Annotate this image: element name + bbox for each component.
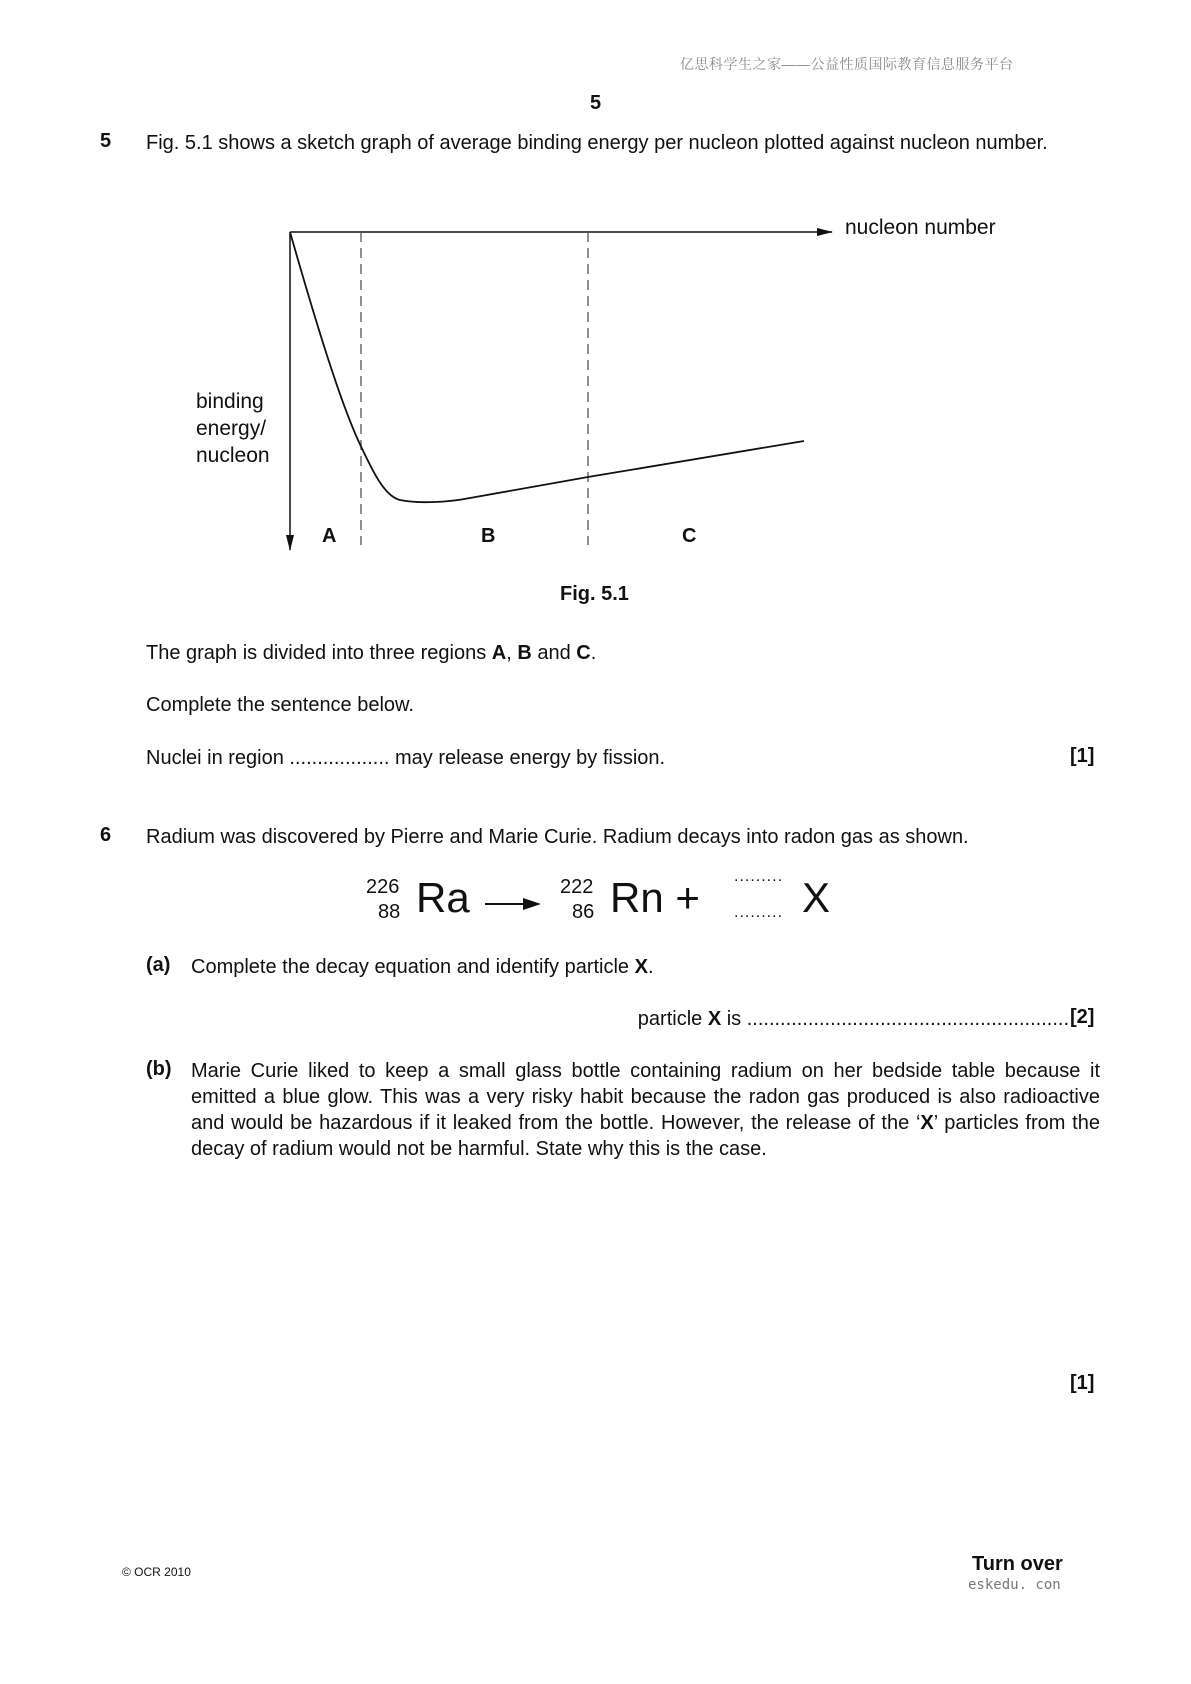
decay-equation [360,868,840,948]
part-b-text-post: ’ particles from the decay of radium would not be harmful. State why this is the case. [191,1112,1100,1160]
y-axis-label-line2: energy/ [196,417,267,440]
particle-x-answer-line[interactable] [583,1006,1069,1032]
question-5-marks: [1] [1070,745,1095,767]
regions-end: . [590,642,597,664]
question-5-instruction: Complete the sentence below. [146,694,414,716]
part-a-label: (a) [146,954,171,976]
question-5-number: 5 [100,130,112,152]
y-axis-label-line1: binding [196,390,264,413]
answer-x: X [707,1008,722,1030]
question-6-intro: Radium was discovered by Pierre and Marie Curie. Radium decays into radon gas as shown. [146,826,969,848]
x-axis-label: nucleon number [845,216,996,239]
reaction-arrow [485,896,545,912]
binding-energy-curve [290,232,804,502]
part-a-x: X [634,956,648,978]
x-mass-number-blank[interactable]: ......... [734,868,784,885]
region-a-label: A [322,525,337,547]
radon-atomic-number: 86 [572,901,595,923]
y-axis-label-line3: nucleon [196,444,270,467]
regions-text-pre: The graph is divided into three regions [146,642,492,664]
regions-sep1: , [506,642,518,664]
page-number: 5 [589,92,602,114]
part-a-question [191,954,654,980]
question-6-number: 6 [100,824,112,846]
fission-answer-line: Nuclei in region .................. may release energy by fission. [146,747,666,769]
binding-energy-graph [0,200,1191,560]
question-5-intro: Fig. 5.1 shows a sketch graph of average binding energy per nucleon plotted against nucleon number. [146,132,1048,154]
radium-mass-number: 226 [366,876,400,898]
region-a-ref: A [491,642,507,664]
figure-caption: Fig. 5.1 [560,583,629,605]
radium-symbol: Ra [416,874,470,921]
region-b-label: B [481,525,496,547]
radon-mass-number: 222 [560,876,594,898]
copyright: © OCR 2010 [122,1565,191,1579]
radium-atomic-number: 88 [378,901,401,923]
turn-over: Turn over [972,1553,1063,1575]
part-b-text-pre: Marie Curie liked to keep a small glass bottle containing radium on her bedside table because it emitted a blue glow. This was a very risky habit because the radon gas produced is also radioactive and would be hazardous if it leaked from the bottle. However, the release of the ‘ [191,1060,1100,1134]
part-b-label: (b) [146,1058,172,1080]
radon-symbol: Rn + [610,874,700,921]
region-b-ref: B [517,642,532,664]
site-watermark: eskedu. con [968,1577,1061,1593]
region-c-ref: C [576,642,591,664]
part-b-x: X [920,1112,934,1134]
part-a-text-pre: Complete the decay equation and identify particle [191,956,635,978]
region-c-label: C [682,525,697,547]
part-b-marks: [1] [1070,1372,1095,1394]
regions-sentence [146,640,596,666]
part-a-text-end: . [647,956,654,978]
part-a-marks: [2] [1070,1006,1095,1028]
part-b-question [191,1058,1100,1162]
regions-sep2: and [531,642,577,664]
watermark-text: 亿思科学生之家——公益性质国际教育信息服务平台 [680,56,1014,72]
answer-pre: particle [637,1008,708,1030]
answer-dots: is .......................................................... [721,1008,1069,1030]
particle-x-symbol: X [802,874,831,921]
x-atomic-number-blank[interactable]: ......... [734,904,784,921]
